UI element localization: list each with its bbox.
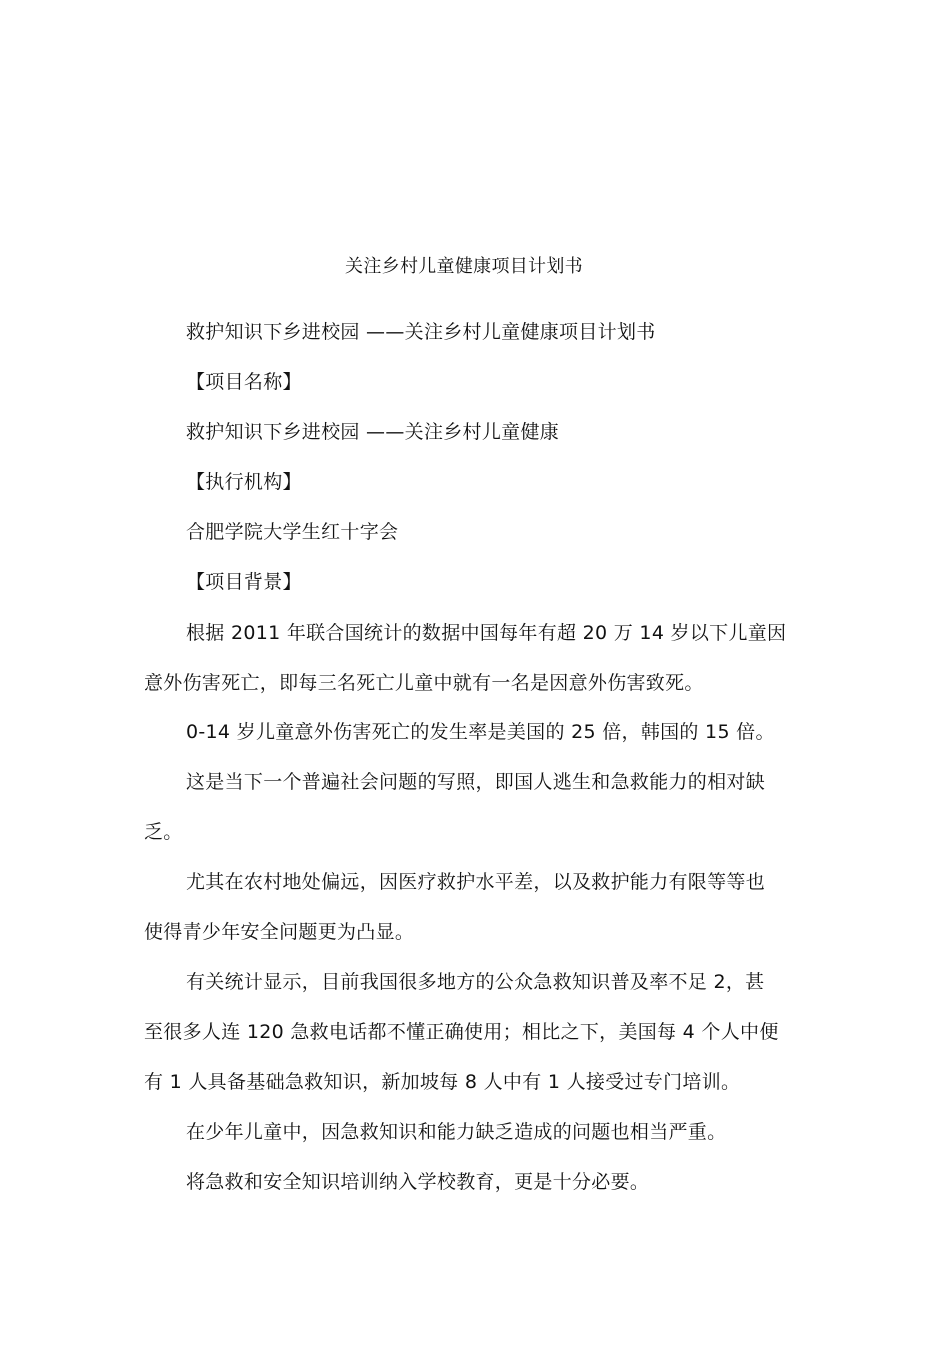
section-heading-project-name: 【项目名称】 — [186, 371, 302, 393]
section-heading-background: 【项目背景】 — [186, 571, 302, 593]
background-line: 根据 2011 年联合国统计的数据中国每年有超 20 万 14 岁以下儿童因 — [186, 622, 787, 644]
background-line: 有 1 人具备基础急救知识，新加坡每 8 人中有 1 人接受过专门培训。 — [144, 1071, 741, 1093]
organization-name: 合肥学院大学生红十字会 — [186, 521, 399, 543]
background-line: 乏。 — [144, 821, 183, 843]
background-line: 在少年儿童中，因急救知识和能力缺乏造成的问题也相当严重。 — [186, 1121, 727, 1143]
background-line: 意外伤害死亡，即每三名死亡儿童中就有一名是因意外伤害致死。 — [144, 672, 704, 694]
background-line: 将急救和安全知识培训纳入学校教育，更是十分必要。 — [186, 1171, 650, 1193]
background-line: 使得青少年安全问题更为凸显。 — [144, 921, 415, 943]
background-line: 至很多人连 120 急救电话都不懂正确使用；相比之下，美国每 4 个人中便 — [144, 1021, 779, 1043]
section-heading-organization: 【执行机构】 — [186, 471, 302, 493]
background-line: 这是当下一个普遍社会问题的写照，即国人逃生和急救能力的相对缺 — [186, 771, 766, 793]
background-line: 有关统计显示，目前我国很多地方的公众急救知识普及率不足 2，甚 — [186, 971, 765, 993]
background-line: 0-14 岁儿童意外伤害死亡的发生率是美国的 25 倍，韩国的 15 倍。 — [186, 721, 775, 743]
document-subtitle: 救护知识下乡进校园 ——关注乡村儿童健康项目计划书 — [186, 321, 656, 343]
project-name: 救护知识下乡进校园 ——关注乡村儿童健康 — [186, 421, 560, 443]
document-title: 关注乡村儿童健康项目计划书 — [345, 256, 583, 277]
background-line: 尤其在农村地处偏远，因医疗救护水平差，以及救护能力有限等等也 — [186, 871, 766, 893]
